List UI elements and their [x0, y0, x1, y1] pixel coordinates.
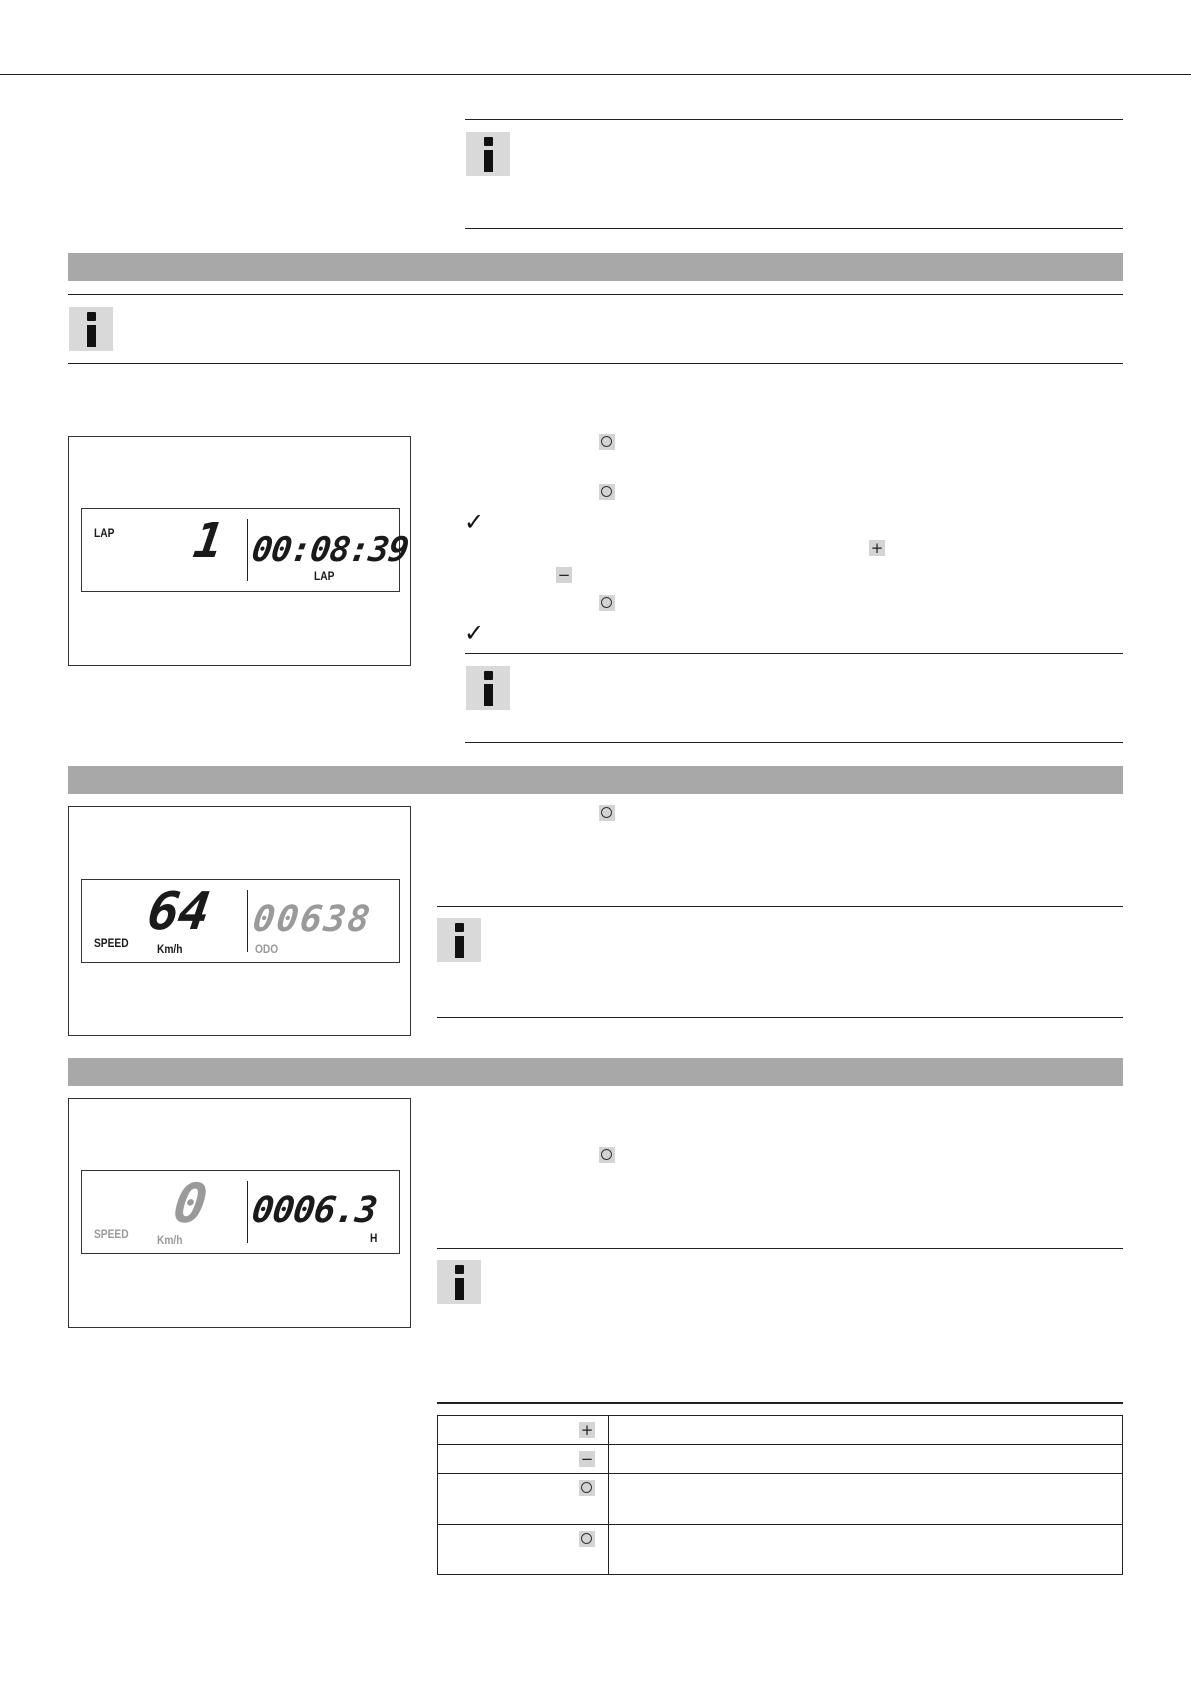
speed-label: SPEED [94, 936, 129, 950]
note-top-rule [437, 1248, 1123, 1249]
speed-value: 0 [169, 1172, 211, 1235]
odo-value: 00638 [250, 899, 375, 940]
table-cell [438, 1445, 609, 1474]
table-top-rule [437, 1402, 1123, 1404]
check-icon: ✓ [464, 508, 485, 536]
table-cell [609, 1445, 1123, 1474]
info-icon [69, 307, 113, 351]
select-button-icon [599, 595, 615, 611]
select-button-icon [599, 484, 615, 500]
lcd-screen [81, 1170, 400, 1254]
lcd-screen [81, 879, 400, 963]
info-icon [437, 1260, 481, 1304]
hours-display-figure [68, 1098, 411, 1328]
speed-unit: Km/h [157, 942, 183, 956]
note-top-rule [465, 119, 1123, 120]
note-top-rule [465, 653, 1123, 654]
note-top-rule [68, 294, 1123, 295]
hours-unit: H [370, 1231, 378, 1245]
odo-display-figure [68, 806, 411, 1036]
page-header-rule [0, 74, 1191, 75]
lap-number: 1 [190, 513, 226, 569]
table-cell [609, 1525, 1123, 1575]
lcd-divider [247, 1181, 248, 1243]
select-button-icon [599, 805, 615, 821]
info-icon [466, 666, 510, 710]
table-cell [609, 1474, 1123, 1525]
controls-table [437, 1415, 1123, 1575]
plus-button-icon: + [870, 539, 884, 557]
table-cell [609, 1416, 1123, 1445]
lap-time: 00:08:39 [249, 530, 411, 570]
select-button-icon [579, 1480, 595, 1496]
lcd-divider [247, 519, 248, 581]
table-row [438, 1525, 1123, 1575]
table-row [438, 1474, 1123, 1525]
lcd-divider [247, 890, 248, 952]
info-icon [466, 132, 510, 176]
speed-value: 64 [143, 882, 213, 942]
select-button-icon [599, 434, 615, 450]
table-row [438, 1416, 1123, 1445]
info-icon [437, 918, 481, 962]
lap-time-label: LAP [314, 569, 335, 583]
note-bottom-rule [68, 363, 1123, 364]
note-top-rule [437, 906, 1123, 907]
select-button-icon [579, 1531, 595, 1547]
hours-value: 0006.3 [249, 1190, 379, 1231]
speed-label: SPEED [94, 1227, 129, 1241]
minus-button-icon: − [580, 1450, 594, 1468]
lcd-screen [81, 508, 411, 592]
section-header-bar [68, 766, 1123, 794]
odo-label: ODO [255, 942, 279, 956]
table-cell [438, 1525, 609, 1575]
table-cell [438, 1416, 609, 1445]
table-cell [438, 1474, 609, 1525]
section-header-bar [68, 1058, 1123, 1086]
select-button-icon [599, 1147, 615, 1163]
plus-button-icon: + [580, 1421, 594, 1439]
lap-mode-label: LAP [94, 526, 115, 540]
minus-button-icon: − [557, 566, 571, 584]
table-row [438, 1445, 1123, 1474]
note-bottom-rule [465, 228, 1123, 229]
note-bottom-rule [437, 1017, 1123, 1018]
section-header-bar [68, 253, 1123, 281]
lap-display-figure [68, 436, 411, 666]
note-bottom-rule [465, 742, 1123, 743]
check-icon: ✓ [464, 619, 485, 647]
speed-unit: Km/h [157, 1233, 183, 1247]
